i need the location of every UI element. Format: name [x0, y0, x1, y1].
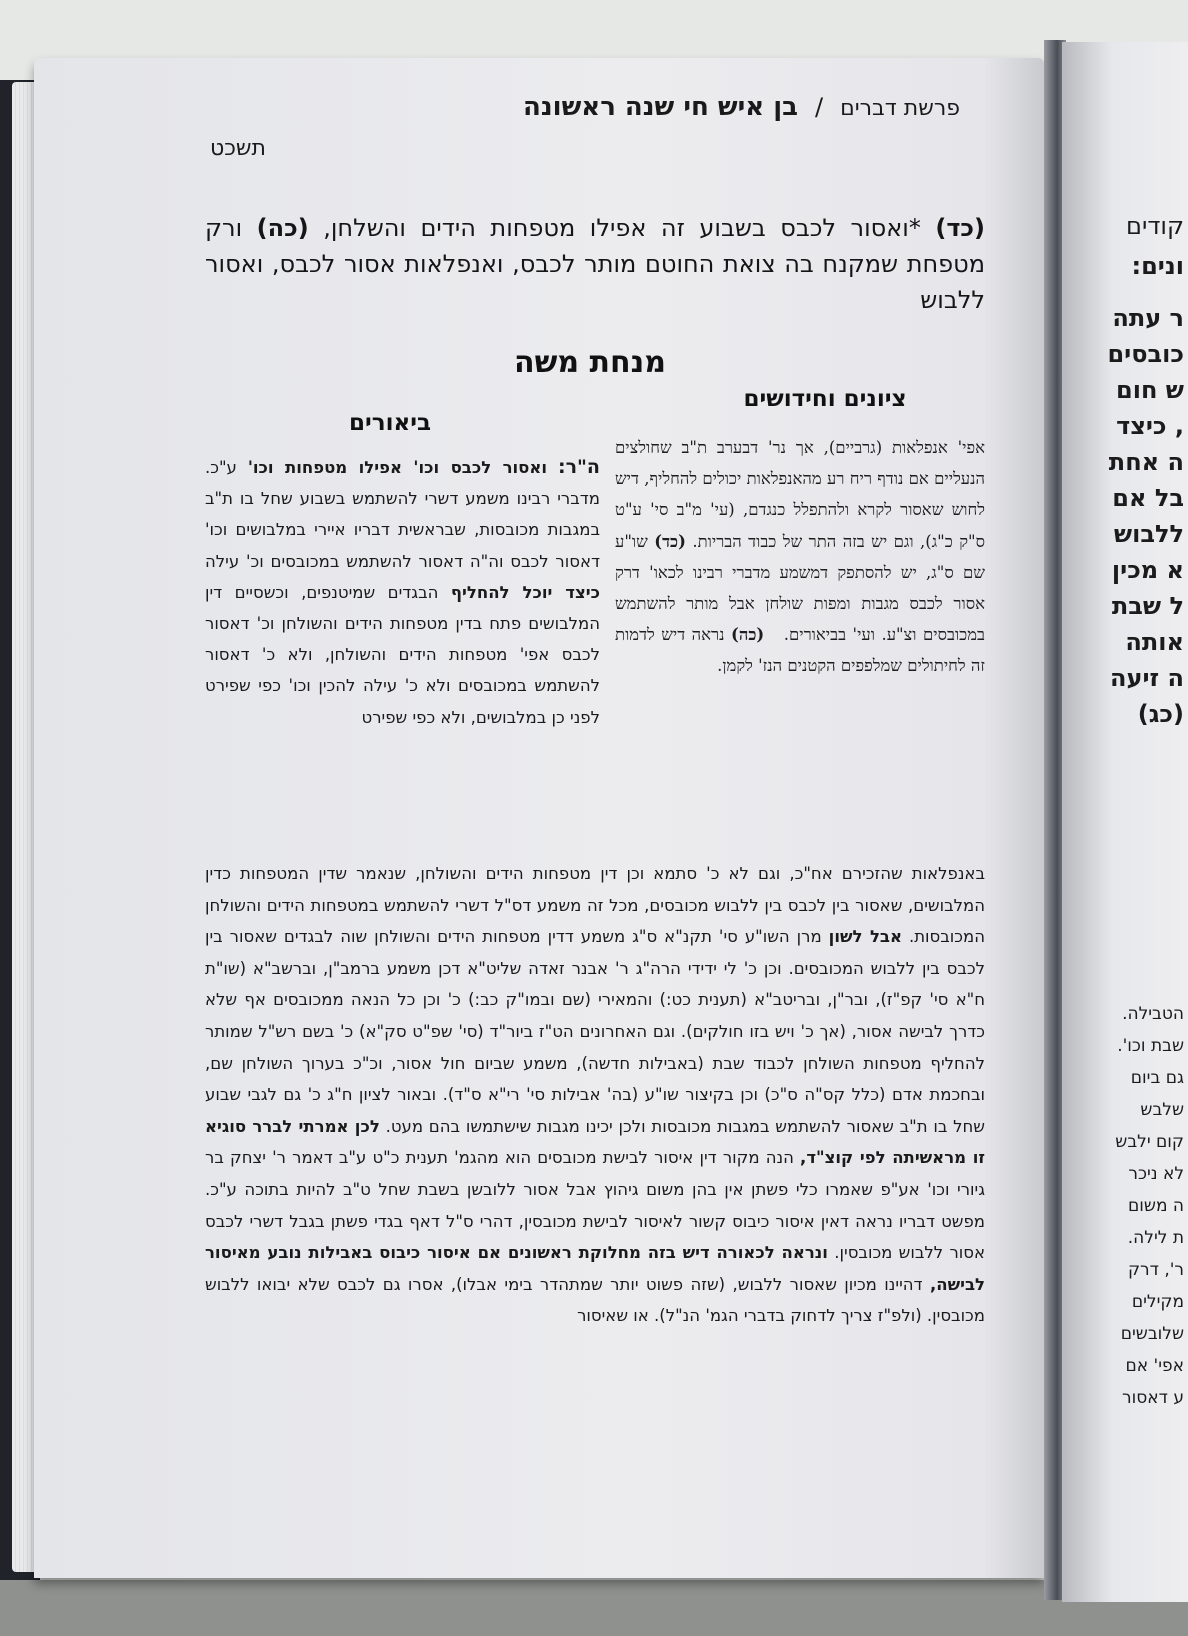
facing-line: ה משום [1127, 1196, 1184, 1216]
facing-line: אותה [1125, 628, 1184, 656]
explanation-text: ע"כ. מדברי רבינו משמע דשרי להשתמש בשבוע שחל בו ת"ב במגבות מכובסות, שבראשית דבריו איירי במלבושים וכו' דאסור לכבס וה"ה דאסור להשתמש במכובסים וכ' עילה [205, 458, 600, 571]
continuation-text: באנפלאות שהזכירם אח"כ, וגם לא כ' סתמא וכן דין מטפחות הידים והשולחן, שנאמר שדין המטפחות כדין המלבושים, שאסור בין לכבס בין ללבוש מכובסים, מכל זה משמע דס"ל דשרי להשתמש במטפחות הידים והשולחן המכובסות. [205, 864, 986, 947]
explanation-lead-mark: ה"ר: [558, 456, 600, 478]
explanation-bold: כיצד יוכל להחליף [450, 582, 600, 602]
facing-line: ר עתה [1112, 304, 1184, 332]
paragraph-marker-kd: (כד) [935, 214, 985, 242]
continuation-text: דהיינו מכיון שאסור ללבוש, (שזה פשוט יותר שמתהדר בימי אבלו), אסרו גם לכבס שלא יבואו ללבוש מכובסין. (ולפ"ז צריך לדחוק בדברי הגמ' הנ"ל). או שאיסור [205, 1274, 985, 1326]
main-text-segment: ואסור לכבס בשבוע זה אפילו מטפחות הידים והשלחן, [323, 214, 909, 242]
header-separator: / [815, 93, 824, 121]
asterisk-mark: * [908, 214, 921, 242]
facing-line: הטבילה. [1122, 1004, 1184, 1024]
explanation-text: הבגדים שמיטנפים, וכשסיים דין המלבושים פתח בדין מטפחות הידים והשולחן וכ' דאסור לכבס אפי' מטפחות הידים והשולחן, ולא כ' דאסור להשתמש במכובסים ולא כ' עילה להכין וכו' כפי שפירט לפני כן במלבושים, ולא כפי שפירט [205, 582, 600, 727]
facing-line: ללבוש [1113, 520, 1184, 548]
left-column-title: ביאורים [348, 410, 432, 436]
continuation-text: הנה מקור דין איסור לבישת מכובסים הוא מהגמ' תענית כ"ט ע"ב דאמר ר' יצחק בר גיורי וכו' אע"פ שאמרו כלי פשתן אין בהן משום גיהוץ אבל אסור ללובשן בשבת שחל ט"ב להיות בתוכה ע"כ. מפשט דבריו נראה דאין איסור כיבוס קשור לאיסור לבישת מכובסין, דהרי ס"ל דאף בגדי פשתן בגבל דשרי לכבס אסור ללבוש מכובסין. [205, 1148, 986, 1263]
explanations-continuation [205, 858, 985, 1332]
facing-line: מקילים [1131, 1292, 1184, 1312]
facing-line: ת לילה. [1127, 1228, 1184, 1248]
background-bottom [0, 1580, 1188, 1636]
note-paragraph: אפי' אנפלאות (גרביים), אך נר' דבערב ת"ב שחולצים הנעליים אם נודף ריח רע מהאנפלאות יכולים להחליף, דיש לחוש שאסור לקרא ולהתפלל כנגדם, (עי' מ"ב סי' ע"ט ס"ק כ"ג), וגם יש בזה התר של כבוד הבריות. [615, 438, 986, 551]
facing-line: ע דאסור [1122, 1388, 1184, 1408]
facing-line: ה זיעה [1110, 664, 1184, 692]
facing-line: ה אחת [1108, 448, 1184, 476]
section-title: מנחת משה [514, 345, 666, 380]
main-text-segment: ורק מטפחת שמקנח בה צואת החוטם מותר לכבס, ואנפלאות אסור לכבס, ואסור ללבוש [205, 214, 985, 314]
facing-line: לא ניכר [1128, 1164, 1184, 1184]
continuation-text: מרן השו"ע סי' תקנ"א ס"ג משמע דדין מטפחות הידים והשולחן שוה לבגדים שאסור בין לכבס בין ללבוש המכובסים. וכן כ' לי ידידי הרה"ג ר' אבנר זאדה שליט"א דכן משמע ברמב"ן, וברשב"א (שו"ת ח"א סי' קפ"ז), ובר"ן, ובריטב"א (תענית כט:) והמאירי (שם ובמו"ק כב:) כ' וכן כל הנאה ממכובסים אף שלא כדרך לבישה אסור, (אך כ' ויש בזו חולקים). וגם האחרונים הט"ז ביור"ד (סי' שפ"ט סק"א) כ' בשם רש"ל שמותר להחליף מטפחות השולחן לכבוד שבת (באבילות חדשה), משמע שביום חול אסור, וכ"כ בערוך השולחן שם, ובחכמת אדם (כלל קס"ה ס"כ) וכן בקיצור שו"ע (בה' אבילות סי' רי"א ס"ד). ובאור לציון ח"ג כ' גם לגבי שבוע שחל בו ת"ב שאסור להשתמש במגבות מכובסות ולכן יכינו מגבות שישתמשו בהם מעט. [205, 927, 985, 1136]
facing-line: שבת וכו'. [1117, 1036, 1184, 1056]
note-marker-kd: (כד) [654, 531, 686, 551]
paragraph-marker-kh: (כה) [256, 214, 309, 242]
right-column-title: ציונים וחידושים [743, 386, 907, 412]
explanations-column [205, 452, 600, 733]
page-number: תשכט [210, 136, 266, 161]
facing-line: , כיצד [1116, 412, 1184, 440]
facing-line: א מכין [1111, 556, 1184, 584]
facing-line: ונים: [1131, 252, 1184, 280]
note-paragraph: נראה דיש לדמות זה לחיתולים שמלפפים הקטנים הנז' לקמן. [615, 625, 985, 676]
note-marker-kh: (כה) [731, 625, 765, 645]
facing-line: שלבש [1140, 1100, 1184, 1120]
facing-page [1062, 42, 1188, 1602]
facing-line: בל אם [1112, 484, 1184, 512]
facing-line: ר', דרק [1127, 1260, 1184, 1280]
continuation-bold: אבל לשון [828, 927, 902, 947]
facing-line: קודים [1126, 212, 1184, 240]
facing-line: כובסים [1107, 340, 1184, 368]
book-title: בן איש חי שנה ראשונה [523, 92, 799, 122]
facing-line: ל שבת [1111, 592, 1184, 620]
main-text-block [205, 210, 985, 318]
facing-line: גם ביום [1130, 1068, 1184, 1088]
notes-column [615, 432, 985, 682]
facing-line: (כג) [1137, 700, 1184, 728]
note-paragraph: שו"ע שם ס"ג, יש להסתפק דמשמע מדברי רבינו לכאו' דרק אסור לכבס מגבות ומפות שולחן אבל מותר להשתמש במכובסים וצ"ע. ועי' בביאורים. [615, 531, 985, 645]
facing-line: ש חום [1116, 376, 1184, 404]
running-header [340, 92, 960, 122]
page-number-row [210, 136, 710, 161]
facing-line: קום ילבש [1115, 1132, 1184, 1152]
continuation-bold: ונראה לכאורה דיש בזה מחלוקת ראשונים אם איסור כיבוס באבילות נובע מאיסור לבישה, [205, 1243, 985, 1294]
continuation-bold: לכן אמרתי לברר סוגיא זו מראשיתה לפי קוצ"ד, [205, 1116, 986, 1168]
facing-line: שלובשים [1120, 1324, 1184, 1344]
facing-line: אפי' אם [1125, 1356, 1184, 1376]
explanation-lead-quote: ואסור לכבס וכו' אפילו מטפחות וכו' [247, 458, 548, 477]
parsha-name: פרשת דברים [840, 96, 960, 121]
